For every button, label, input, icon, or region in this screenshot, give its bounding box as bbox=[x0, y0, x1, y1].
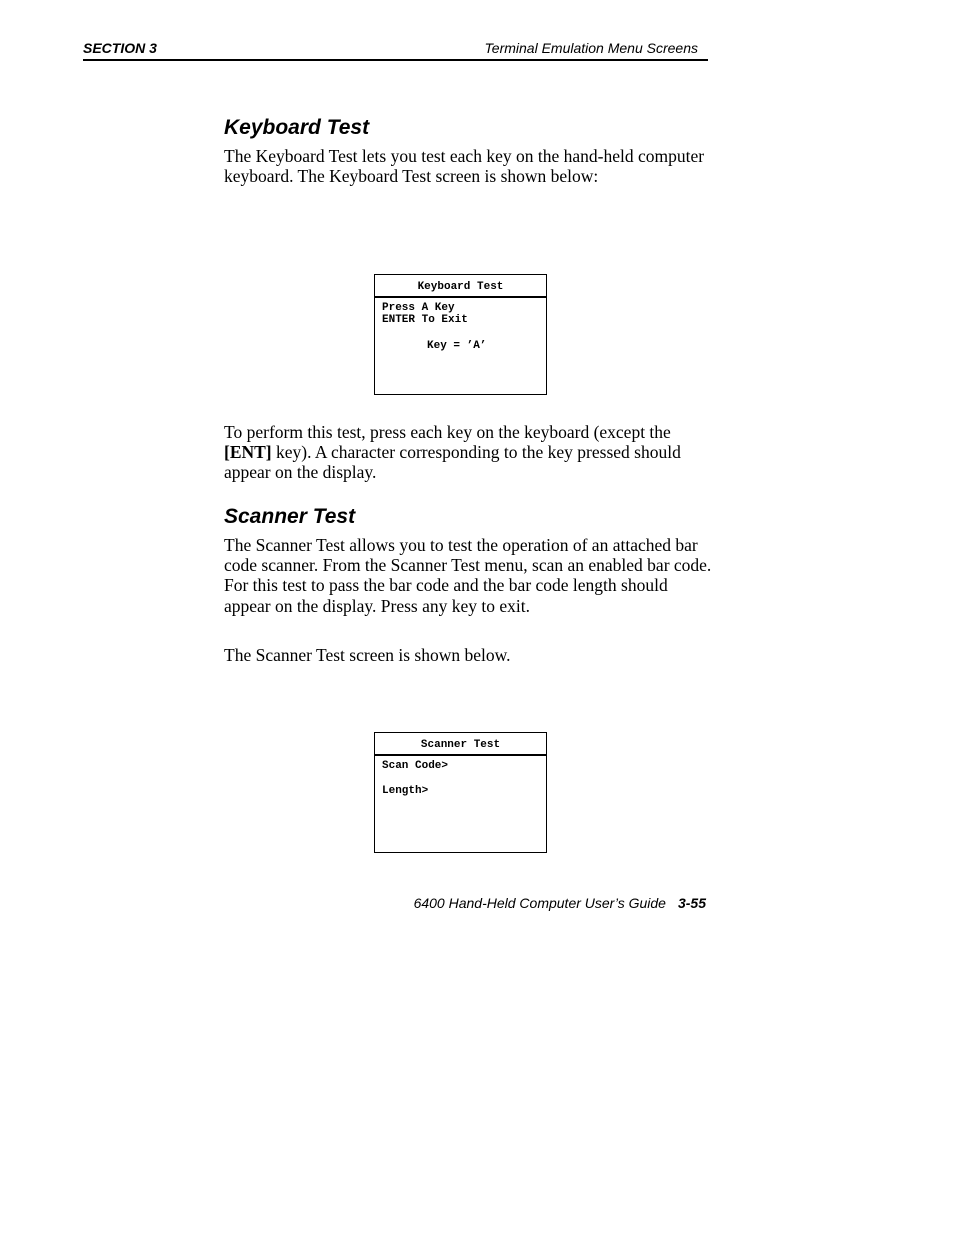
scanner-test-screen bbox=[374, 732, 547, 853]
scanner-screen-title: Scanner Test bbox=[375, 733, 546, 756]
scanner-test-intro: The Scanner Test allows you to test the operation of an attached bar code scanner. From the Scanner Test menu, scan an enabled bar code. For this test to pass the bar code and the bar code length should appear on the display. Press any key to exit. bbox=[224, 535, 712, 616]
scanner-screen-line-length: Length> bbox=[382, 785, 429, 797]
scanner-screen-line-code: Scan Code> bbox=[382, 760, 449, 772]
scanner-test-heading: Scanner Test bbox=[224, 505, 356, 528]
keyboard-screen-title: Keyboard Test bbox=[375, 275, 546, 298]
keyboard-screen-line-exit: ENTER To Exit bbox=[382, 314, 468, 326]
section-label: SECTION 3 bbox=[83, 40, 157, 56]
keyboard-screen-line-press: Press A Key bbox=[382, 302, 455, 314]
keyboard-test-screen bbox=[374, 274, 547, 395]
instructions-text-after: key). A character corresponding to the key pressed should appear on the display. bbox=[224, 442, 681, 483]
page-number: 3-55 bbox=[677, 895, 706, 911]
scanner-test-shown-below: The Scanner Test screen is shown below. bbox=[224, 645, 511, 665]
keyboard-test-intro: The Keyboard Test lets you test each key on the hand-held computer keyboard. The Keyboard Test screen is shown below: bbox=[224, 146, 705, 187]
keyboard-test-instructions bbox=[224, 422, 714, 483]
chapter-title: Terminal Emulation Menu Screens bbox=[484, 40, 698, 56]
keyboard-screen-line-key: Key = ’A’ bbox=[427, 340, 487, 352]
instructions-text-before: To perform this test, press each key on the keyboard (except the bbox=[224, 422, 671, 442]
page-header bbox=[83, 38, 708, 61]
guide-title: 6400 Hand-Held Computer User’s Guide bbox=[413, 895, 666, 911]
keyboard-test-heading: Keyboard Test bbox=[224, 116, 370, 139]
ent-key-label: [ENT] bbox=[224, 442, 272, 463]
page-footer bbox=[414, 895, 706, 911]
